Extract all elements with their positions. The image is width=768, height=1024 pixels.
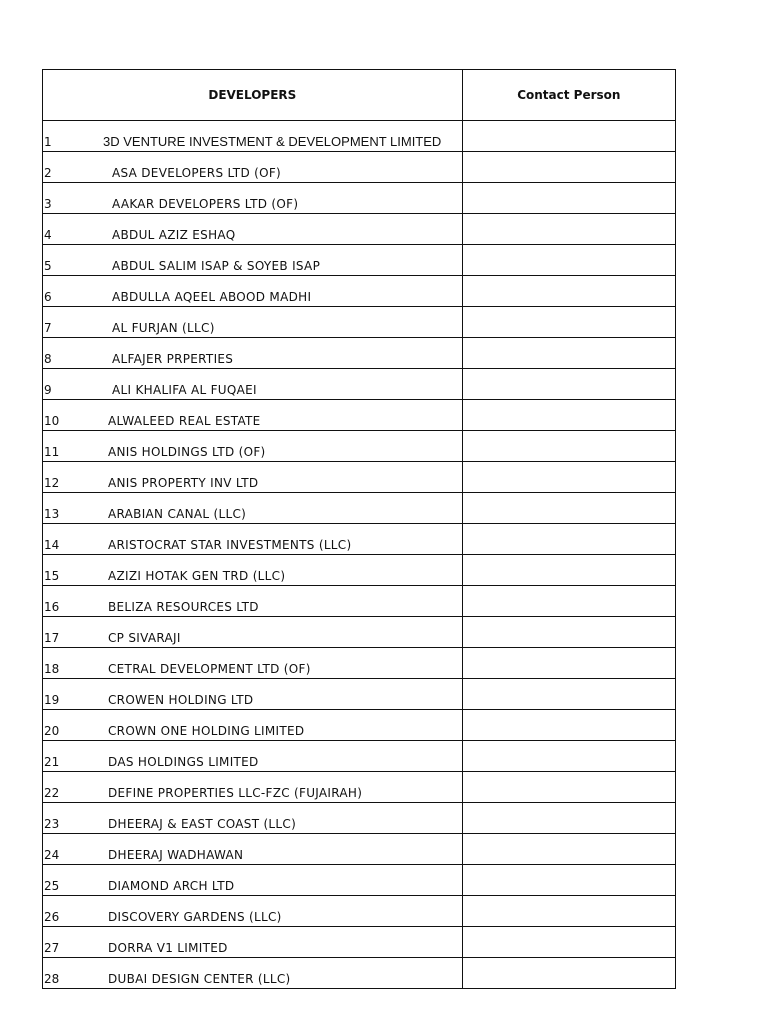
table-row (43, 462, 676, 493)
table-row (43, 493, 676, 524)
row-number: 26 (44, 910, 60, 924)
developer-cell[interactable] (43, 214, 463, 245)
developer-cell[interactable] (43, 431, 463, 462)
row-number: 20 (44, 724, 60, 738)
row-number: 19 (44, 693, 60, 707)
developer-cell[interactable] (43, 865, 463, 896)
developer-name: AZIZI HOTAK GEN TRD (LLC) (108, 569, 286, 583)
developer-cell[interactable] (43, 803, 463, 834)
developer-name: ASA DEVELOPERS LTD (OF) (112, 166, 282, 180)
table-row (43, 927, 676, 958)
table-row (43, 214, 676, 245)
developer-cell[interactable] (43, 245, 463, 276)
row-number: 18 (44, 662, 60, 676)
developer-name: ANIS HOLDINGS LTD (OF) (108, 445, 266, 459)
developer-cell[interactable] (43, 121, 463, 152)
contact-person-cell[interactable] (462, 617, 675, 648)
row-number: 17 (44, 631, 60, 645)
row-number: 11 (44, 445, 60, 459)
table-header (43, 70, 676, 121)
developer-cell[interactable] (43, 834, 463, 865)
table-row (43, 245, 676, 276)
developer-name: DUBAI DESIGN CENTER (LLC) (108, 972, 291, 986)
developer-cell[interactable] (43, 927, 463, 958)
table-row (43, 183, 676, 214)
row-number: 8 (44, 352, 52, 366)
table-row (43, 555, 676, 586)
table-row (43, 648, 676, 679)
row-number: 24 (44, 848, 60, 862)
contact-person-cell[interactable] (462, 679, 675, 710)
developer-cell[interactable] (43, 958, 463, 989)
contact-person-cell[interactable] (462, 431, 675, 462)
table-body (43, 121, 676, 989)
table-row (43, 896, 676, 927)
row-number: 21 (44, 755, 60, 769)
table-row (43, 834, 676, 865)
developer-name: DHEERAJ WADHAWAN (108, 848, 244, 862)
developer-cell[interactable] (43, 586, 463, 617)
contact-person-cell[interactable] (462, 183, 675, 214)
row-number: 12 (44, 476, 60, 490)
developer-cell[interactable] (43, 896, 463, 927)
developer-name: AL FURJAN (LLC) (112, 321, 215, 335)
contact-person-cell[interactable] (462, 493, 675, 524)
developer-cell[interactable] (43, 276, 463, 307)
table-row (43, 338, 676, 369)
contact-person-cell[interactable] (462, 276, 675, 307)
row-number: 7 (44, 321, 52, 335)
contact-person-cell[interactable] (462, 152, 675, 183)
contact-person-cell[interactable] (462, 710, 675, 741)
table-row (43, 152, 676, 183)
developer-cell[interactable] (43, 493, 463, 524)
contact-person-cell[interactable] (462, 400, 675, 431)
developer-cell[interactable] (43, 555, 463, 586)
contact-person-cell[interactable] (462, 586, 675, 617)
contact-person-column-header: Contact Person (462, 70, 675, 121)
developer-name: CROWEN HOLDING LTD (108, 693, 254, 707)
table-row (43, 400, 676, 431)
developer-name: BELIZA RESOURCES LTD (108, 600, 259, 614)
row-number: 22 (44, 786, 60, 800)
developer-name: CROWN ONE HOLDING LIMITED (108, 724, 305, 738)
contact-person-cell[interactable] (462, 555, 675, 586)
developer-name: DIAMOND ARCH LTD (108, 879, 235, 893)
contact-person-cell[interactable] (462, 865, 675, 896)
table-row (43, 741, 676, 772)
developer-cell[interactable] (43, 338, 463, 369)
developer-cell[interactable] (43, 710, 463, 741)
developer-cell[interactable] (43, 183, 463, 214)
developer-cell[interactable] (43, 369, 463, 400)
header-row (43, 70, 676, 121)
table-row (43, 307, 676, 338)
developer-cell[interactable] (43, 524, 463, 555)
developers-table (42, 69, 676, 989)
developer-cell[interactable] (43, 617, 463, 648)
developer-name: DORRA V1 LIMITED (108, 941, 228, 955)
developer-name: ALWALEED REAL ESTATE (108, 414, 261, 428)
table-row (43, 276, 676, 307)
contact-person-cell[interactable] (462, 214, 675, 245)
row-number: 15 (44, 569, 60, 583)
contact-person-cell[interactable] (462, 307, 675, 338)
developers-column-header: DEVELOPERS (43, 70, 463, 121)
contact-person-cell[interactable] (462, 958, 675, 989)
contact-person-cell[interactable] (462, 927, 675, 958)
developer-name: ANIS PROPERTY INV LTD (108, 476, 259, 490)
table-row (43, 617, 676, 648)
developer-name: ABDULLA AQEEL ABOOD MADHI (112, 290, 312, 304)
developer-cell[interactable] (43, 307, 463, 338)
contact-person-cell[interactable] (462, 803, 675, 834)
table-row (43, 586, 676, 617)
row-number: 2 (44, 166, 52, 180)
developer-cell[interactable] (43, 152, 463, 183)
row-number: 4 (44, 228, 52, 242)
row-number: 13 (44, 507, 60, 521)
developer-cell[interactable] (43, 741, 463, 772)
contact-person-cell[interactable] (462, 338, 675, 369)
row-number: 3 (44, 197, 52, 211)
contact-person-cell[interactable] (462, 648, 675, 679)
table-row (43, 710, 676, 741)
row-number: 6 (44, 290, 52, 304)
developer-name: DAS HOLDINGS LIMITED (108, 755, 259, 769)
table-row (43, 865, 676, 896)
table-row (43, 524, 676, 555)
row-number: 10 (44, 414, 60, 428)
developer-name: ABDUL AZIZ ESHAQ (112, 228, 236, 242)
developer-name: DISCOVERY GARDENS (LLC) (108, 910, 282, 924)
row-number: 23 (44, 817, 60, 831)
developer-name: DHEERAJ & EAST COAST (LLC) (108, 817, 297, 831)
row-number: 9 (44, 383, 52, 397)
row-number: 5 (44, 259, 52, 273)
contact-person-cell[interactable] (462, 462, 675, 493)
table-row (43, 369, 676, 400)
table-row (43, 772, 676, 803)
row-number: 25 (44, 879, 60, 893)
developer-cell[interactable] (43, 462, 463, 493)
contact-person-cell[interactable] (462, 524, 675, 555)
developer-cell[interactable] (43, 648, 463, 679)
developer-name: ALFAJER PRPERTIES (112, 352, 234, 366)
developer-name: ABDUL SALIM ISAP & SOYEB ISAP (112, 259, 321, 273)
table-row (43, 803, 676, 834)
developer-cell[interactable] (43, 400, 463, 431)
developer-name: ARABIAN CANAL (LLC) (108, 507, 247, 521)
developer-cell[interactable] (43, 772, 463, 803)
row-number: 16 (44, 600, 60, 614)
table-row (43, 121, 676, 152)
contact-person-cell[interactable] (462, 369, 675, 400)
table-row (43, 431, 676, 462)
table-row (43, 679, 676, 710)
row-number: 14 (44, 538, 60, 552)
developer-cell[interactable] (43, 679, 463, 710)
contact-person-cell[interactable] (462, 121, 675, 152)
developer-name: CP SIVARAJI (108, 631, 181, 645)
developer-name: 3D VENTURE INVESTMENT & DEVELOPMENT LIMITED (103, 134, 442, 149)
developer-name: ARISTOCRAT STAR INVESTMENTS (LLC) (108, 538, 352, 552)
contact-person-cell[interactable] (462, 245, 675, 276)
developer-name: AAKAR DEVELOPERS LTD (OF) (112, 197, 299, 211)
developer-name: ALI KHALIFA AL FUQAEI (112, 383, 257, 397)
contact-person-cell[interactable] (462, 772, 675, 803)
row-number: 1 (44, 135, 52, 149)
contact-person-cell[interactable] (462, 896, 675, 927)
developer-name: CETRAL DEVELOPMENT LTD (OF) (108, 662, 311, 676)
developer-name: DEFINE PROPERTIES LLC-FZC (FUJAIRAH) (108, 786, 363, 800)
row-number: 28 (44, 972, 60, 986)
contact-person-cell[interactable] (462, 834, 675, 865)
table-row (43, 958, 676, 989)
contact-person-cell[interactable] (462, 741, 675, 772)
row-number: 27 (44, 941, 60, 955)
